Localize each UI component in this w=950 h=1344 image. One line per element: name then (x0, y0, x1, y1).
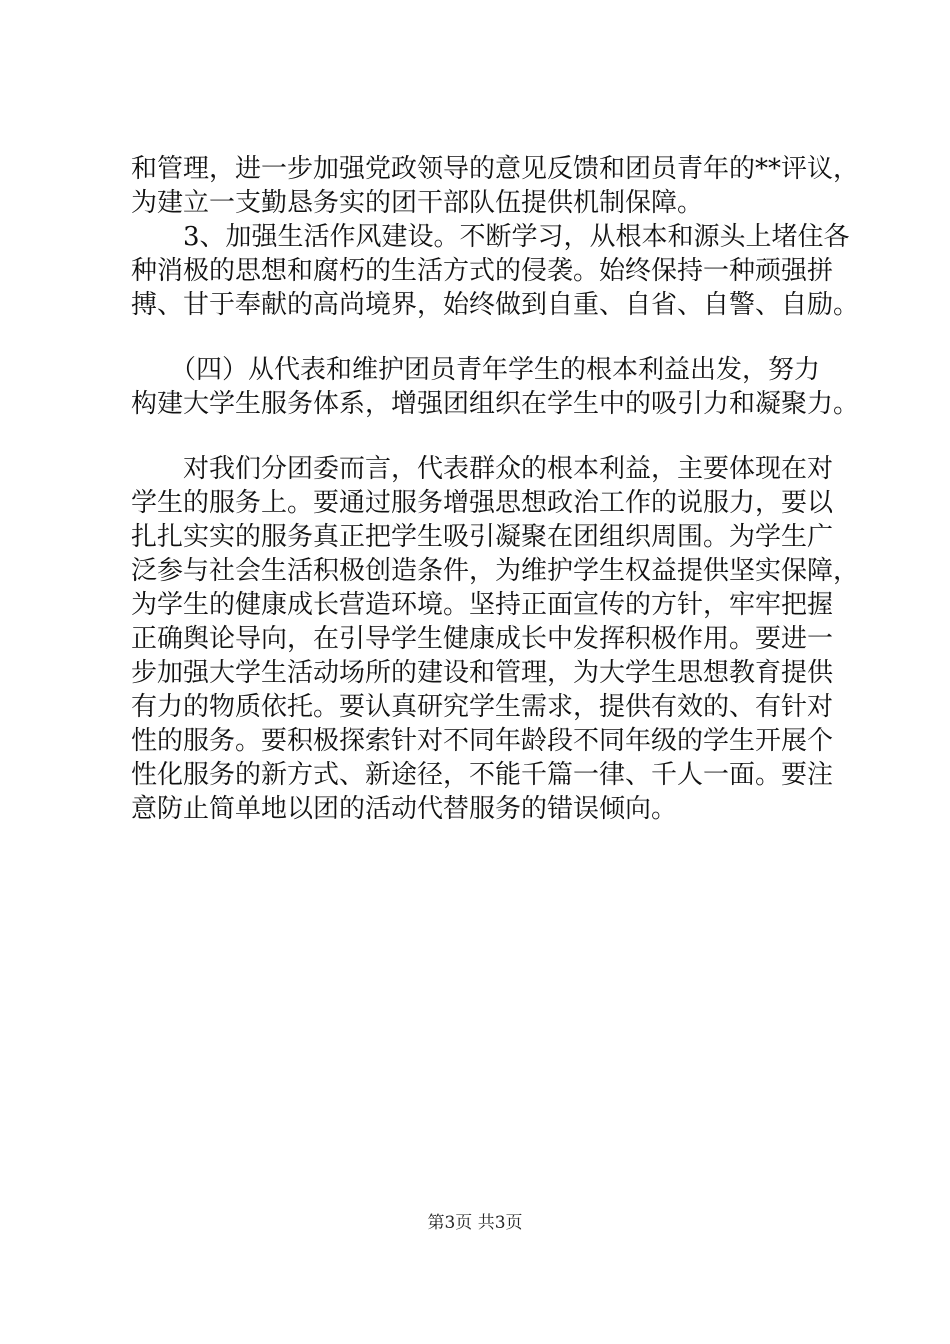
body-line: 性的服务。要积极探索针对不同年龄段不同年级的学生开展个 (131, 726, 834, 756)
body-line: 有力的物质依托。要认真研究学生需求，提供有效的、有针对 (131, 692, 834, 722)
section-heading-line: 构建大学生服务体系，增强团组织在学生中的吸引力和凝聚力。 (131, 389, 860, 419)
body-line: 正确舆论导向，在引导学生健康成长中发挥积极作用。要进一 (131, 624, 834, 654)
body-line: 种消极的思想和腐朽的生活方式的侵袭。始终保持一种顽强拼 (131, 256, 834, 286)
body-line: 为学生的健康成长营造环境。坚持正面宣传的方针，牢牢把握 (131, 590, 834, 620)
body-line: 扎扎实实的服务真正把学生吸引凝聚在团组织周围。为学生广 (131, 522, 834, 552)
body-line: 步加强大学生活动场所的建设和管理，为大学生思想教育提供 (131, 658, 834, 688)
body-line: 性化服务的新方式、新途径，不能千篇一律、千人一面。要注 (131, 760, 834, 790)
body-line: 和管理，进一步加强党政领导的意见反馈和团员青年的**评议， (131, 154, 860, 184)
body-line: 学生的服务上。要通过服务增强思想政治工作的说服力，要以 (131, 488, 834, 518)
body-line: 泛参与社会生活积极创造条件，为维护学生权益提供坚实保障， (131, 556, 860, 586)
body-line: 搏、甘于奉献的高尚境界，始终做到自重、自省、自警、自励。 (131, 290, 860, 320)
body-line: 3、加强生活作风建设。不断学习，从根本和源头上堵住各 (131, 222, 850, 252)
body-line: 为建立一支勤恳务实的团干部队伍提供机制保障。 (131, 188, 704, 218)
body-line: 意防止简单地以团的活动代替服务的错误倾向。 (131, 794, 678, 824)
body-line: 对我们分团委而言，代表群众的根本利益，主要体现在对 (131, 454, 834, 484)
page-footer: 第3页 共3页 (427, 1213, 523, 1233)
section-heading-line: （四）从代表和维护团员青年学生的根本利益出发，努力 (131, 355, 821, 385)
